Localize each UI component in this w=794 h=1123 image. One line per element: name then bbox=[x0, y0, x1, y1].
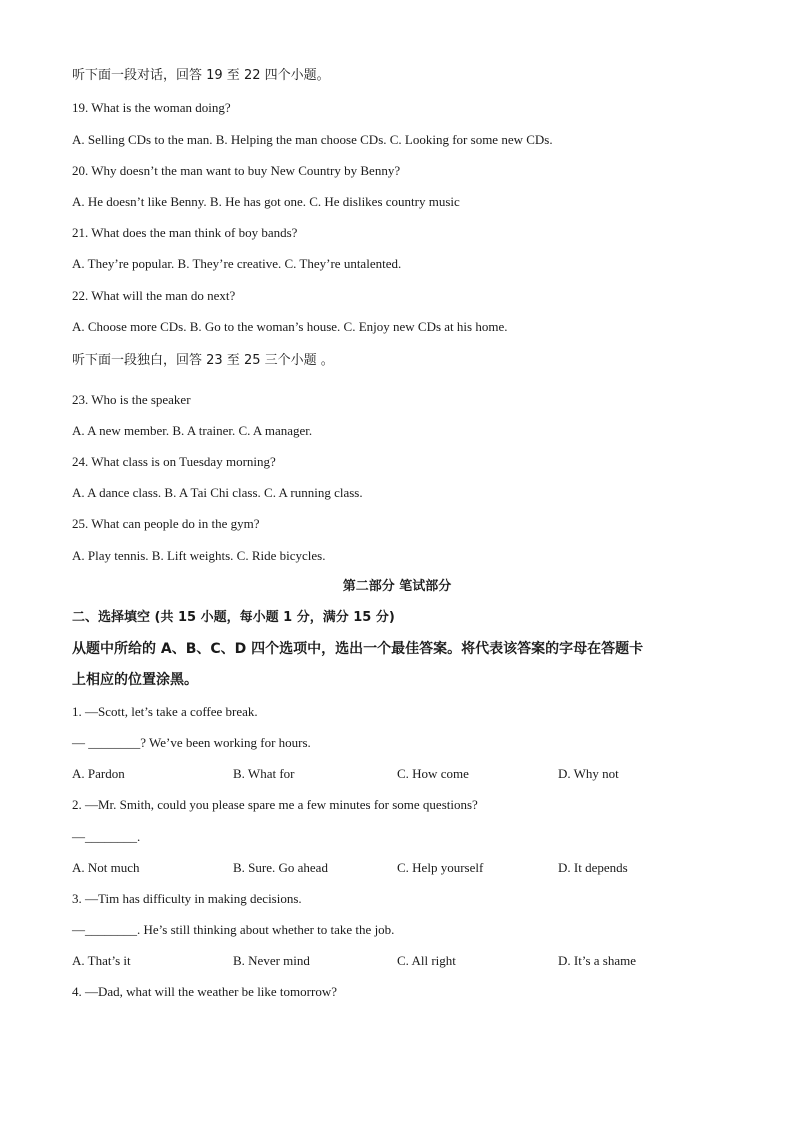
question-22-options: A. Choose more CDs. B. Go to the woman’s house. C. Enjoy new CDs at his home. bbox=[72, 319, 508, 334]
question-22: 22. What will the man do next? bbox=[72, 288, 236, 303]
monologue-intro: 听下面一段独白，回答 23 至 25 三个小题 。 bbox=[72, 353, 334, 368]
item-2-stem: 2. —Mr. Smith, could you please spare me a few minutes for some questions? bbox=[72, 797, 478, 812]
question-24-options: A. A dance class. B. A Tai Chi class. C. A running class. bbox=[72, 485, 363, 500]
question-19-options: A. Selling CDs to the man. B. Helping the man choose CDs. C. Looking for some new CDs. bbox=[72, 132, 553, 147]
item-3-option-c: C. All right bbox=[397, 953, 456, 968]
question-21: 21. What does the man think of boy bands? bbox=[72, 225, 298, 240]
item-3-stem: 3. —Tim has difficulty in making decisions. bbox=[72, 891, 302, 906]
question-25-options: A. Play tennis. B. Lift weights. C. Ride bicycles. bbox=[72, 548, 326, 563]
instruction-line-2: 上相应的位置涂黑。 bbox=[72, 672, 198, 688]
item-1-option-d: D. Why not bbox=[558, 766, 619, 781]
question-23: 23. Who is the speaker bbox=[72, 392, 191, 407]
item-3-option-a: A. That’s it bbox=[72, 953, 131, 968]
item-3-option-b: B. Never mind bbox=[233, 953, 310, 968]
item-1-option-c: C. How come bbox=[397, 766, 469, 781]
item-1-option-b: B. What for bbox=[233, 766, 295, 781]
item-1-option-a: A. Pardon bbox=[72, 766, 125, 781]
question-21-options: A. They’re popular. B. They’re creative. C. They’re untalented. bbox=[72, 256, 402, 271]
dialog-intro: 听下面一段对话，回答 19 至 22 四个小题。 bbox=[72, 68, 330, 83]
instruction-line-1: 从题中所给的 A、B、C、D 四个选项中，选出一个最佳答案。将代表该答案的字母在答题卡 bbox=[72, 641, 644, 657]
section-title: 二、选择填空 (共 15 小题，每小题 1 分，满分 15 分) bbox=[72, 610, 395, 625]
item-2-option-b: B. Sure. Go ahead bbox=[233, 860, 328, 875]
question-24: 24. What class is on Tuesday morning? bbox=[72, 454, 276, 469]
part-title: 第二部分 笔试部分 bbox=[342, 579, 452, 594]
item-2-option-c: C. Help yourself bbox=[397, 860, 484, 875]
item-3-reply: —________. He’s still thinking about whether to take the job. bbox=[72, 922, 395, 937]
item-3-option-d: D. It’s a shame bbox=[558, 953, 636, 968]
question-25: 25. What can people do in the gym? bbox=[72, 516, 260, 531]
question-19: 19. What is the woman doing? bbox=[72, 100, 231, 115]
question-20: 20. Why doesn’t the man want to buy New Country by Benny? bbox=[72, 163, 401, 178]
item-4-stem: 4. —Dad, what will the weather be like tomorrow? bbox=[72, 984, 337, 999]
question-23-options: A. A new member. B. A trainer. C. A manager. bbox=[72, 423, 313, 438]
item-1-stem: 1. —Scott, let’s take a coffee break. bbox=[72, 704, 258, 719]
item-2-option-a: A. Not much bbox=[72, 860, 140, 875]
item-1-reply: — ________? We’ve been working for hours. bbox=[72, 735, 311, 750]
item-2-option-d: D. It depends bbox=[558, 860, 628, 875]
question-20-options: A. He doesn’t like Benny. B. He has got one. C. He dislikes country music bbox=[72, 194, 460, 209]
item-2-reply: —________. bbox=[72, 829, 141, 844]
